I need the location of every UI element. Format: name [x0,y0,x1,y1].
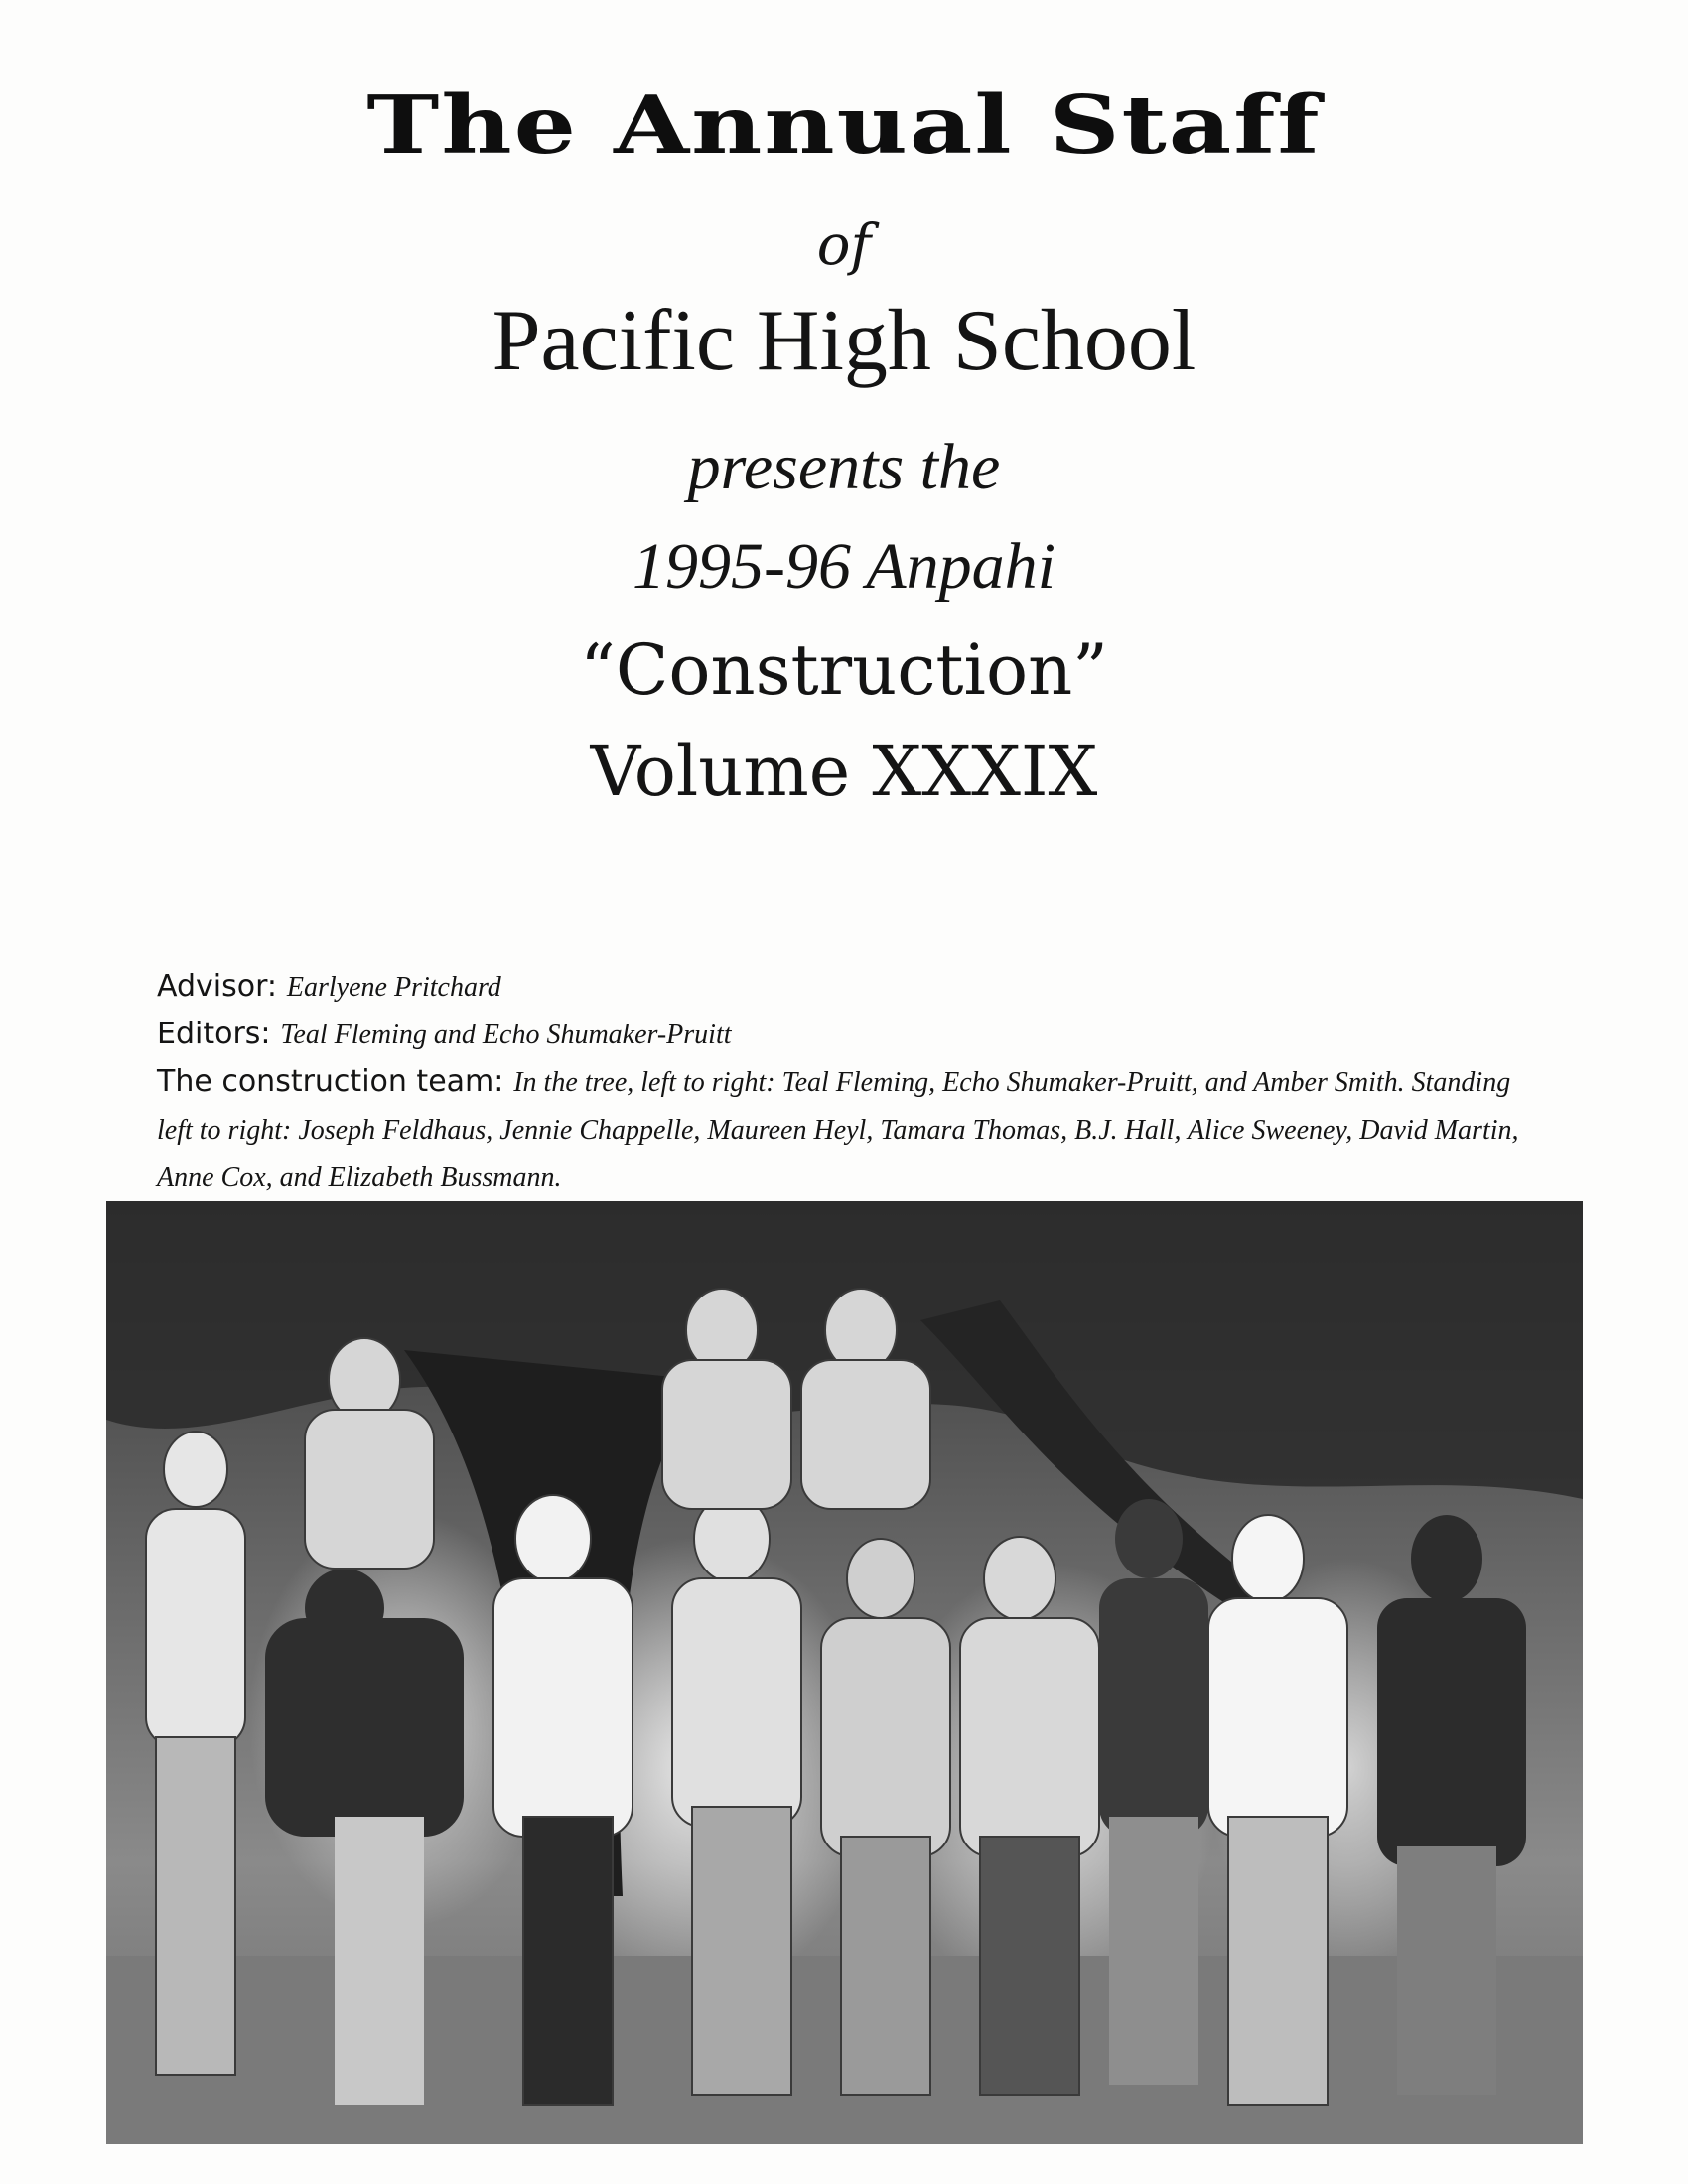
editors-label: Editors: [157,1017,271,1051]
group-photo [106,1201,1583,2144]
team-label: The construction team: [157,1064,504,1099]
advisor-label: Advisor: [157,969,278,1004]
school-name: Pacific High School [492,293,1196,389]
team-line [157,1058,1547,1201]
advisor-line [157,963,1547,1011]
presents-line: presents the [687,431,1001,503]
title-of: of [816,213,872,278]
edition-line: 1995-96 Anpahi [633,530,1055,603]
theme-title: “Construction” [580,629,1108,711]
page-title: The Annual Staff [366,78,1322,173]
advisor-name: Earlyene Pritchard [286,972,501,1003]
editors-names: Teal Fleming and Echo Shumaker-Pruitt [280,1020,732,1050]
team-names: In the tree, left to right: Teal Fleming, Echo Shumaker-Pruitt, and Amber Smith. Standing left to right: Joseph Feldhaus, Jennie Chappelle, Maureen Heyl, Tamara Thomas, B.J. Hall, Alice Sweeney, David Martin, Anne Cox, and Elizabeth Bussmann. [157,1067,1519,1193]
staff-credits [157,963,1547,1201]
group-photo-icon [106,1201,1583,2144]
volume-number: Volume XXXIX [590,731,1098,812]
editors-line [157,1011,1547,1058]
